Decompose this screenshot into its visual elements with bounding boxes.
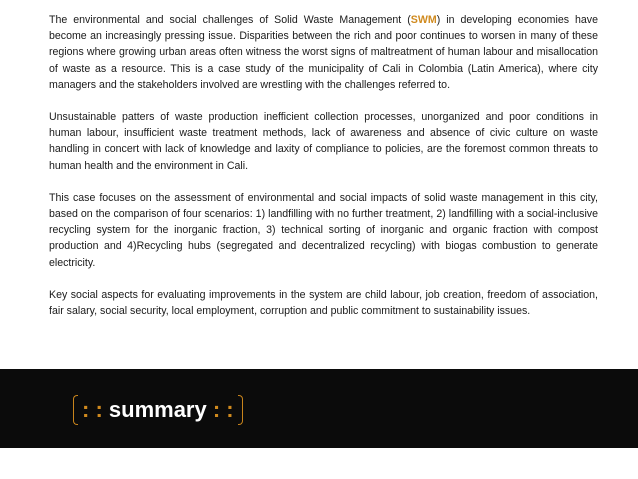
title-prefix-dots: : : <box>82 397 109 422</box>
body-text <box>49 12 598 335</box>
paragraph-intro <box>49 12 598 93</box>
section-title <box>73 393 243 427</box>
section-title-text <box>78 397 238 423</box>
paragraph-social-aspects: Key social aspects for evaluating improvements in the system are child labour, job creation, freedom of association, fair salary, social security, local employment, corruption and public commitment to sustainability issues. <box>49 288 598 318</box>
paragraph-threats: Unsustainable patters of waste production inefficient collection processes, unorganized and poor conditions in human labour, insufficient waste treatment methods, lack of awareness and absence of civic culture on waste handling in concert with lack of knowledge and laxity of compliance to policies, are the foremost common threats to human health and the environment in Cali. <box>49 111 598 172</box>
paragraph-scenarios: This case focuses on the assessment of environmental and social impacts of solid waste management in this city, based on the comparison of four scenarios: 1) landfilling with no further treatment, 2) landfilling with a social-inclusive recycling system for the inorganic fraction, 3) technical sorting of inorganic and organic fraction with compost production and 4)Recycling hubs (segregated and decentralized recycling) with biogas combustion to generate electricity. <box>49 191 598 269</box>
right-bracket-icon <box>238 395 243 425</box>
swm-highlight: SWM <box>410 14 437 26</box>
footer-strip <box>0 448 638 479</box>
title-suffix-dots: : : <box>206 397 234 422</box>
paragraph-intro-start: The environmental and social challenges of Solid Waste Management ( <box>49 14 411 26</box>
paragraph-intro-end: ) in developing economies have become an increasingly pressing issue. Disparities between the rich and poor continues to worsen in many of these regions where growing urban areas often witness the worst signs of maltreatment of human labour and misallocation of waste as a resource. This is a case study of the municipality of Cali in Colombia (Latin America), where city managers and the stakeholders involved are wrestling with the challenges referred to. <box>49 14 598 91</box>
title-word: summary <box>108 397 207 422</box>
